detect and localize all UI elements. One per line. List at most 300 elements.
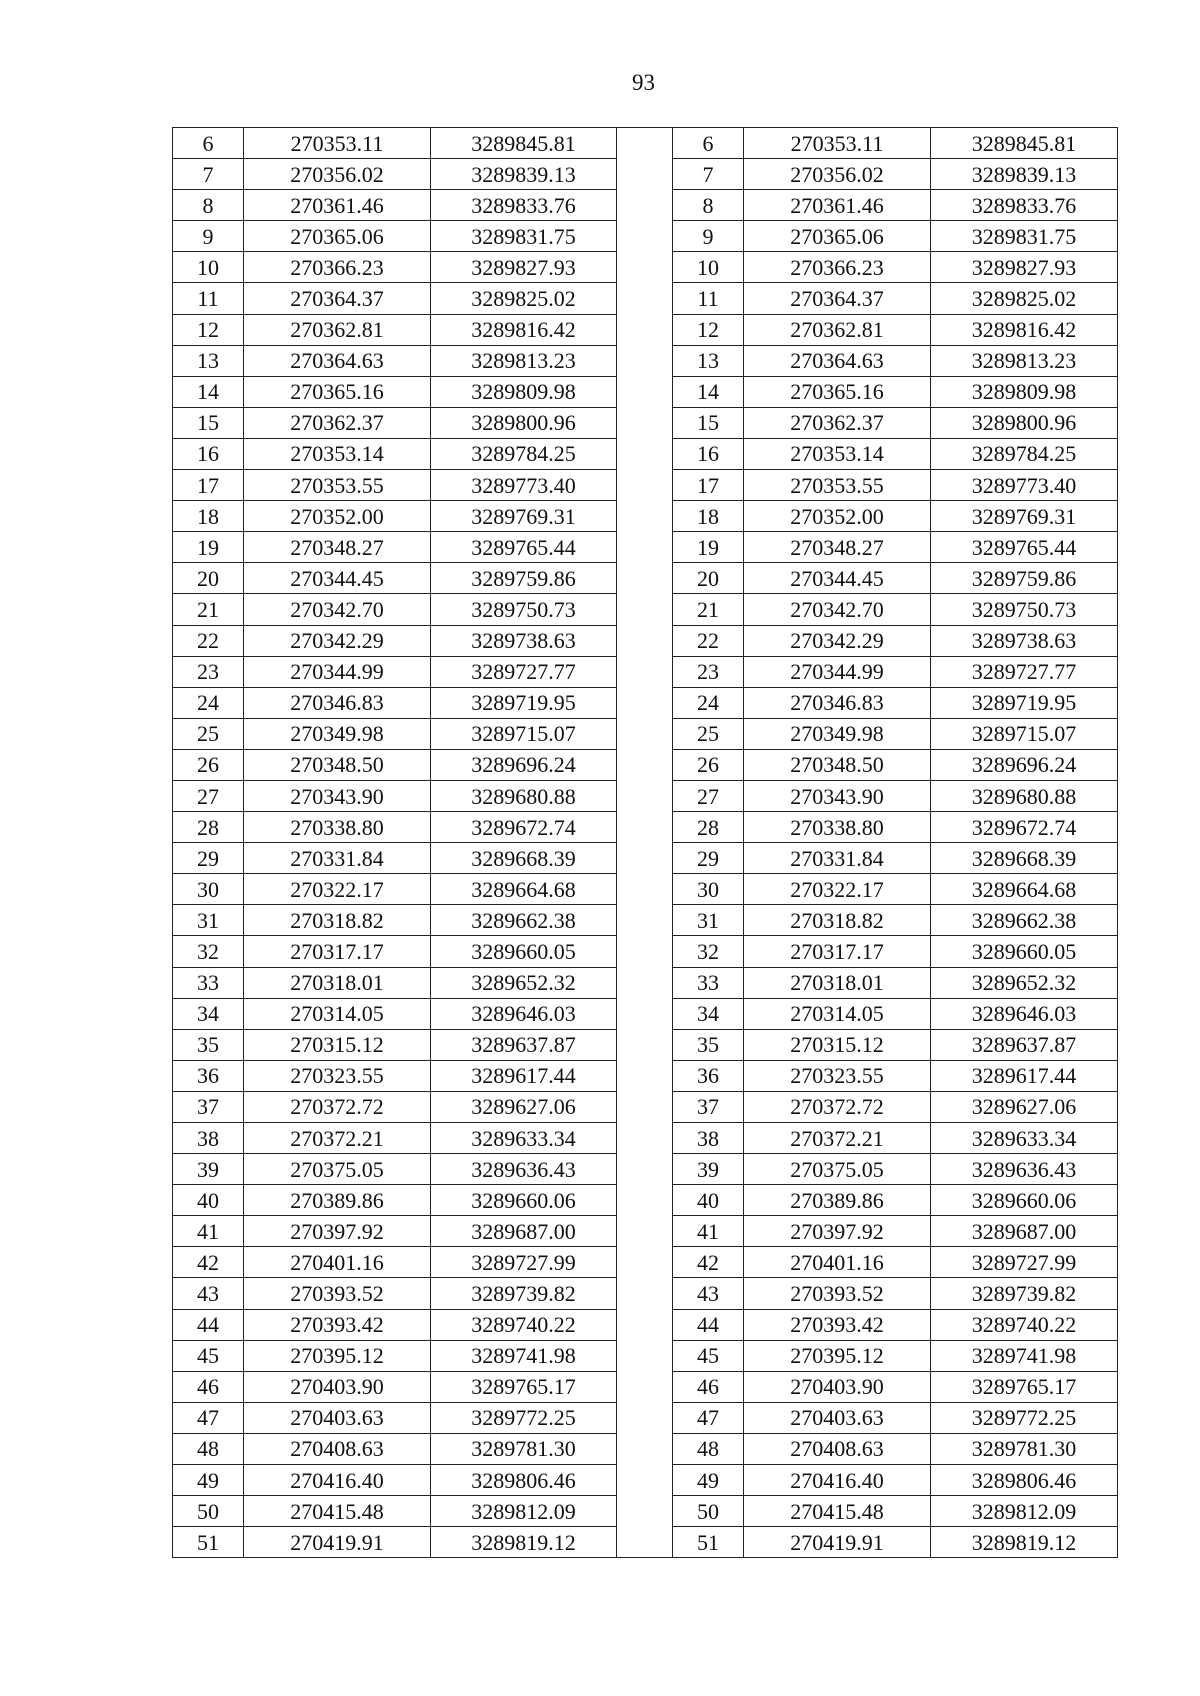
column-gap <box>617 687 673 718</box>
left-point-number: 27 <box>173 780 244 811</box>
table-row <box>173 563 1118 594</box>
right-x-coordinate: 270349.98 <box>744 718 931 749</box>
left-y-coordinate: 3289839.13 <box>431 159 617 190</box>
left-point-number: 6 <box>173 128 244 159</box>
left-point-number: 9 <box>173 221 244 252</box>
left-y-coordinate: 3289773.40 <box>431 470 617 501</box>
right-y-coordinate: 3289769.31 <box>931 501 1118 532</box>
left-point-number: 7 <box>173 159 244 190</box>
right-point-number: 47 <box>673 1402 744 1433</box>
column-gap <box>617 749 673 780</box>
right-x-coordinate: 270317.17 <box>744 936 931 967</box>
column-gap <box>617 438 673 469</box>
right-y-coordinate: 3289652.32 <box>931 967 1118 998</box>
table-row <box>173 812 1118 843</box>
left-point-number: 47 <box>173 1402 244 1433</box>
right-y-coordinate: 3289813.23 <box>931 345 1118 376</box>
right-point-number: 46 <box>673 1371 744 1402</box>
left-y-coordinate: 3289672.74 <box>431 812 617 843</box>
table-row <box>173 874 1118 905</box>
left-y-coordinate: 3289664.68 <box>431 874 617 905</box>
right-point-number: 6 <box>673 128 744 159</box>
right-x-coordinate: 270389.86 <box>744 1185 931 1216</box>
left-y-coordinate: 3289765.44 <box>431 532 617 563</box>
left-x-coordinate: 270353.11 <box>244 128 431 159</box>
table-row <box>173 718 1118 749</box>
left-x-coordinate: 270365.16 <box>244 376 431 407</box>
column-gap <box>617 625 673 656</box>
table-row <box>173 998 1118 1029</box>
table-row <box>173 1154 1118 1185</box>
left-y-coordinate: 3289784.25 <box>431 438 617 469</box>
left-y-coordinate: 3289646.03 <box>431 998 617 1029</box>
right-point-number: 15 <box>673 407 744 438</box>
left-point-number: 43 <box>173 1278 244 1309</box>
column-gap <box>617 221 673 252</box>
right-y-coordinate: 3289772.25 <box>931 1402 1118 1433</box>
right-y-coordinate: 3289809.98 <box>931 376 1118 407</box>
right-x-coordinate: 270395.12 <box>744 1340 931 1371</box>
table-row <box>173 843 1118 874</box>
left-x-coordinate: 270343.90 <box>244 780 431 811</box>
left-x-coordinate: 270419.91 <box>244 1527 431 1558</box>
left-point-number: 25 <box>173 718 244 749</box>
left-y-coordinate: 3289636.43 <box>431 1154 617 1185</box>
left-point-number: 33 <box>173 967 244 998</box>
column-gap <box>617 1496 673 1527</box>
column-gap <box>617 1060 673 1091</box>
table-row <box>173 1402 1118 1433</box>
left-x-coordinate: 270314.05 <box>244 998 431 1029</box>
right-x-coordinate: 270353.55 <box>744 470 931 501</box>
left-y-coordinate: 3289687.00 <box>431 1216 617 1247</box>
right-y-coordinate: 3289739.82 <box>931 1278 1118 1309</box>
column-gap <box>617 1527 673 1558</box>
left-x-coordinate: 270342.29 <box>244 625 431 656</box>
column-gap <box>617 718 673 749</box>
left-x-coordinate: 270393.52 <box>244 1278 431 1309</box>
left-y-coordinate: 3289680.88 <box>431 780 617 811</box>
left-point-number: 36 <box>173 1060 244 1091</box>
table-row <box>173 625 1118 656</box>
left-x-coordinate: 270318.82 <box>244 905 431 936</box>
right-y-coordinate: 3289627.06 <box>931 1091 1118 1122</box>
right-point-number: 30 <box>673 874 744 905</box>
table-row <box>173 1278 1118 1309</box>
left-y-coordinate: 3289617.44 <box>431 1060 617 1091</box>
left-point-number: 34 <box>173 998 244 1029</box>
right-point-number: 35 <box>673 1029 744 1060</box>
left-x-coordinate: 270372.21 <box>244 1123 431 1154</box>
left-x-coordinate: 270361.46 <box>244 190 431 221</box>
table-row <box>173 1216 1118 1247</box>
right-x-coordinate: 270375.05 <box>744 1154 931 1185</box>
left-point-number: 28 <box>173 812 244 843</box>
left-y-coordinate: 3289668.39 <box>431 843 617 874</box>
right-y-coordinate: 3289636.43 <box>931 1154 1118 1185</box>
right-y-coordinate: 3289660.05 <box>931 936 1118 967</box>
left-x-coordinate: 270395.12 <box>244 1340 431 1371</box>
left-point-number: 31 <box>173 905 244 936</box>
left-y-coordinate: 3289825.02 <box>431 283 617 314</box>
right-y-coordinate: 3289668.39 <box>931 843 1118 874</box>
column-gap <box>617 1433 673 1464</box>
table-row <box>173 190 1118 221</box>
right-point-number: 32 <box>673 936 744 967</box>
right-point-number: 12 <box>673 314 744 345</box>
table-row <box>173 1433 1118 1464</box>
right-x-coordinate: 270401.16 <box>744 1247 931 1278</box>
table-row <box>173 376 1118 407</box>
right-point-number: 34 <box>673 998 744 1029</box>
right-point-number: 17 <box>673 470 744 501</box>
left-point-number: 41 <box>173 1216 244 1247</box>
right-point-number: 10 <box>673 252 744 283</box>
right-x-coordinate: 270323.55 <box>744 1060 931 1091</box>
left-y-coordinate: 3289833.76 <box>431 190 617 221</box>
right-point-number: 37 <box>673 1091 744 1122</box>
left-point-number: 29 <box>173 843 244 874</box>
right-y-coordinate: 3289646.03 <box>931 998 1118 1029</box>
right-y-coordinate: 3289825.02 <box>931 283 1118 314</box>
left-y-coordinate: 3289750.73 <box>431 594 617 625</box>
left-point-number: 49 <box>173 1465 244 1496</box>
column-gap <box>617 1371 673 1402</box>
table-row <box>173 1029 1118 1060</box>
left-y-coordinate: 3289637.87 <box>431 1029 617 1060</box>
left-x-coordinate: 270364.63 <box>244 345 431 376</box>
left-point-number: 51 <box>173 1527 244 1558</box>
left-point-number: 12 <box>173 314 244 345</box>
left-y-coordinate: 3289772.25 <box>431 1402 617 1433</box>
left-point-number: 11 <box>173 283 244 314</box>
right-x-coordinate: 270362.81 <box>744 314 931 345</box>
column-gap <box>617 283 673 314</box>
right-point-number: 7 <box>673 159 744 190</box>
column-gap <box>617 407 673 438</box>
left-x-coordinate: 270403.63 <box>244 1402 431 1433</box>
column-gap <box>617 1309 673 1340</box>
left-x-coordinate: 270344.99 <box>244 656 431 687</box>
column-gap <box>617 470 673 501</box>
column-gap <box>617 1091 673 1122</box>
left-x-coordinate: 270415.48 <box>244 1496 431 1527</box>
column-gap <box>617 1154 673 1185</box>
left-point-number: 26 <box>173 749 244 780</box>
right-y-coordinate: 3289765.17 <box>931 1371 1118 1402</box>
left-y-coordinate: 3289627.06 <box>431 1091 617 1122</box>
left-y-coordinate: 3289827.93 <box>431 252 617 283</box>
right-point-number: 11 <box>673 283 744 314</box>
column-gap <box>617 967 673 998</box>
left-y-coordinate: 3289727.99 <box>431 1247 617 1278</box>
left-point-number: 10 <box>173 252 244 283</box>
column-gap <box>617 1185 673 1216</box>
left-y-coordinate: 3289739.82 <box>431 1278 617 1309</box>
left-x-coordinate: 270408.63 <box>244 1433 431 1464</box>
right-point-number: 31 <box>673 905 744 936</box>
table-row <box>173 594 1118 625</box>
right-x-coordinate: 270322.17 <box>744 874 931 905</box>
left-y-coordinate: 3289633.34 <box>431 1123 617 1154</box>
left-y-coordinate: 3289816.42 <box>431 314 617 345</box>
left-x-coordinate: 270393.42 <box>244 1309 431 1340</box>
left-point-number: 32 <box>173 936 244 967</box>
left-y-coordinate: 3289819.12 <box>431 1527 617 1558</box>
left-point-number: 39 <box>173 1154 244 1185</box>
left-x-coordinate: 270344.45 <box>244 563 431 594</box>
left-y-coordinate: 3289813.23 <box>431 345 617 376</box>
right-x-coordinate: 270338.80 <box>744 812 931 843</box>
table-row <box>173 314 1118 345</box>
left-y-coordinate: 3289660.06 <box>431 1185 617 1216</box>
right-point-number: 36 <box>673 1060 744 1091</box>
column-gap <box>617 1216 673 1247</box>
left-point-number: 50 <box>173 1496 244 1527</box>
right-x-coordinate: 270393.42 <box>744 1309 931 1340</box>
left-x-coordinate: 270318.01 <box>244 967 431 998</box>
table-row <box>173 905 1118 936</box>
column-gap <box>617 128 673 159</box>
right-x-coordinate: 270346.83 <box>744 687 931 718</box>
right-y-coordinate: 3289845.81 <box>931 128 1118 159</box>
left-x-coordinate: 270322.17 <box>244 874 431 905</box>
left-y-coordinate: 3289812.09 <box>431 1496 617 1527</box>
column-gap <box>617 936 673 967</box>
right-y-coordinate: 3289617.44 <box>931 1060 1118 1091</box>
right-y-coordinate: 3289664.68 <box>931 874 1118 905</box>
right-y-coordinate: 3289741.98 <box>931 1340 1118 1371</box>
left-x-coordinate: 270397.92 <box>244 1216 431 1247</box>
left-y-coordinate: 3289696.24 <box>431 749 617 780</box>
right-point-number: 14 <box>673 376 744 407</box>
left-x-coordinate: 270375.05 <box>244 1154 431 1185</box>
right-point-number: 27 <box>673 780 744 811</box>
right-point-number: 42 <box>673 1247 744 1278</box>
table-row <box>173 1309 1118 1340</box>
left-x-coordinate: 270389.86 <box>244 1185 431 1216</box>
left-point-number: 14 <box>173 376 244 407</box>
right-point-number: 23 <box>673 656 744 687</box>
coordinate-table <box>172 127 1118 1558</box>
right-point-number: 8 <box>673 190 744 221</box>
right-point-number: 49 <box>673 1465 744 1496</box>
table-row <box>173 532 1118 563</box>
right-x-coordinate: 270353.14 <box>744 438 931 469</box>
right-point-number: 20 <box>673 563 744 594</box>
right-x-coordinate: 270365.06 <box>744 221 931 252</box>
right-y-coordinate: 3289633.34 <box>931 1123 1118 1154</box>
left-x-coordinate: 270342.70 <box>244 594 431 625</box>
left-x-coordinate: 270372.72 <box>244 1091 431 1122</box>
right-point-number: 43 <box>673 1278 744 1309</box>
left-x-coordinate: 270401.16 <box>244 1247 431 1278</box>
right-point-number: 41 <box>673 1216 744 1247</box>
right-point-number: 22 <box>673 625 744 656</box>
left-x-coordinate: 270362.37 <box>244 407 431 438</box>
column-gap <box>617 594 673 625</box>
right-x-coordinate: 270362.37 <box>744 407 931 438</box>
table-row <box>173 159 1118 190</box>
right-point-number: 16 <box>673 438 744 469</box>
left-point-number: 13 <box>173 345 244 376</box>
column-gap <box>617 501 673 532</box>
left-x-coordinate: 270403.90 <box>244 1371 431 1402</box>
right-y-coordinate: 3289833.76 <box>931 190 1118 221</box>
right-x-coordinate: 270403.63 <box>744 1402 931 1433</box>
right-x-coordinate: 270365.16 <box>744 376 931 407</box>
left-y-coordinate: 3289800.96 <box>431 407 617 438</box>
column-gap <box>617 1247 673 1278</box>
right-y-coordinate: 3289680.88 <box>931 780 1118 811</box>
table-row <box>173 1185 1118 1216</box>
right-x-coordinate: 270397.92 <box>744 1216 931 1247</box>
right-point-number: 48 <box>673 1433 744 1464</box>
left-y-coordinate: 3289738.63 <box>431 625 617 656</box>
table-row <box>173 221 1118 252</box>
right-y-coordinate: 3289719.95 <box>931 687 1118 718</box>
column-gap <box>617 252 673 283</box>
right-y-coordinate: 3289738.63 <box>931 625 1118 656</box>
left-y-coordinate: 3289741.98 <box>431 1340 617 1371</box>
right-x-coordinate: 270372.21 <box>744 1123 931 1154</box>
column-gap <box>617 1029 673 1060</box>
column-gap <box>617 159 673 190</box>
left-point-number: 24 <box>173 687 244 718</box>
table-row <box>173 687 1118 718</box>
right-y-coordinate: 3289812.09 <box>931 1496 1118 1527</box>
right-x-coordinate: 270403.90 <box>744 1371 931 1402</box>
left-point-number: 16 <box>173 438 244 469</box>
column-gap <box>617 563 673 594</box>
table-row <box>173 1247 1118 1278</box>
right-x-coordinate: 270342.70 <box>744 594 931 625</box>
left-y-coordinate: 3289660.05 <box>431 936 617 967</box>
right-x-coordinate: 270366.23 <box>744 252 931 283</box>
left-point-number: 15 <box>173 407 244 438</box>
left-y-coordinate: 3289719.95 <box>431 687 617 718</box>
left-point-number: 38 <box>173 1123 244 1154</box>
right-x-coordinate: 270352.00 <box>744 501 931 532</box>
right-y-coordinate: 3289715.07 <box>931 718 1118 749</box>
left-x-coordinate: 270362.81 <box>244 314 431 345</box>
right-y-coordinate: 3289819.12 <box>931 1527 1118 1558</box>
left-point-number: 20 <box>173 563 244 594</box>
column-gap <box>617 314 673 345</box>
right-y-coordinate: 3289637.87 <box>931 1029 1118 1060</box>
left-point-number: 45 <box>173 1340 244 1371</box>
left-point-number: 22 <box>173 625 244 656</box>
column-gap <box>617 1278 673 1309</box>
table-row <box>173 1060 1118 1091</box>
right-y-coordinate: 3289750.73 <box>931 594 1118 625</box>
left-point-number: 21 <box>173 594 244 625</box>
left-x-coordinate: 270349.98 <box>244 718 431 749</box>
table-row <box>173 128 1118 159</box>
right-point-number: 29 <box>673 843 744 874</box>
left-x-coordinate: 270365.06 <box>244 221 431 252</box>
column-gap <box>617 843 673 874</box>
table-row <box>173 501 1118 532</box>
left-point-number: 18 <box>173 501 244 532</box>
column-gap <box>617 1340 673 1371</box>
left-y-coordinate: 3289809.98 <box>431 376 617 407</box>
left-point-number: 35 <box>173 1029 244 1060</box>
right-x-coordinate: 270415.48 <box>744 1496 931 1527</box>
right-x-coordinate: 270408.63 <box>744 1433 931 1464</box>
coordinate-table-body <box>173 128 1118 1558</box>
right-x-coordinate: 270315.12 <box>744 1029 931 1060</box>
right-x-coordinate: 270364.63 <box>744 345 931 376</box>
left-y-coordinate: 3289765.17 <box>431 1371 617 1402</box>
left-point-number: 42 <box>173 1247 244 1278</box>
column-gap <box>617 905 673 936</box>
table-row <box>173 1371 1118 1402</box>
table-row <box>173 252 1118 283</box>
table-row <box>173 749 1118 780</box>
left-point-number: 40 <box>173 1185 244 1216</box>
left-x-coordinate: 270364.37 <box>244 283 431 314</box>
column-gap <box>617 1123 673 1154</box>
column-gap <box>617 780 673 811</box>
right-y-coordinate: 3289727.77 <box>931 656 1118 687</box>
left-x-coordinate: 270338.80 <box>244 812 431 843</box>
right-point-number: 25 <box>673 718 744 749</box>
right-y-coordinate: 3289827.93 <box>931 252 1118 283</box>
right-point-number: 38 <box>673 1123 744 1154</box>
left-x-coordinate: 270317.17 <box>244 936 431 967</box>
right-y-coordinate: 3289839.13 <box>931 159 1118 190</box>
right-y-coordinate: 3289727.99 <box>931 1247 1118 1278</box>
right-point-number: 33 <box>673 967 744 998</box>
right-x-coordinate: 270344.45 <box>744 563 931 594</box>
right-point-number: 24 <box>673 687 744 718</box>
table-row <box>173 1527 1118 1558</box>
right-point-number: 28 <box>673 812 744 843</box>
right-x-coordinate: 270318.82 <box>744 905 931 936</box>
left-point-number: 8 <box>173 190 244 221</box>
right-x-coordinate: 270343.90 <box>744 780 931 811</box>
right-y-coordinate: 3289773.40 <box>931 470 1118 501</box>
right-y-coordinate: 3289660.06 <box>931 1185 1118 1216</box>
right-x-coordinate: 270353.11 <box>744 128 931 159</box>
left-point-number: 44 <box>173 1309 244 1340</box>
right-x-coordinate: 270331.84 <box>744 843 931 874</box>
right-point-number: 13 <box>673 345 744 376</box>
left-x-coordinate: 270353.55 <box>244 470 431 501</box>
right-x-coordinate: 270364.37 <box>744 283 931 314</box>
left-point-number: 46 <box>173 1371 244 1402</box>
right-point-number: 45 <box>673 1340 744 1371</box>
table-row <box>173 967 1118 998</box>
table-row <box>173 1465 1118 1496</box>
left-y-coordinate: 3289662.38 <box>431 905 617 936</box>
left-point-number: 23 <box>173 656 244 687</box>
left-point-number: 17 <box>173 470 244 501</box>
left-y-coordinate: 3289740.22 <box>431 1309 617 1340</box>
column-gap <box>617 345 673 376</box>
right-x-coordinate: 270372.72 <box>744 1091 931 1122</box>
left-x-coordinate: 270356.02 <box>244 159 431 190</box>
page-number: 93 <box>632 70 655 95</box>
table-row <box>173 407 1118 438</box>
left-point-number: 48 <box>173 1433 244 1464</box>
column-gap <box>617 190 673 221</box>
left-x-coordinate: 270348.50 <box>244 749 431 780</box>
table-row <box>173 1123 1118 1154</box>
left-point-number: 19 <box>173 532 244 563</box>
left-point-number: 37 <box>173 1091 244 1122</box>
